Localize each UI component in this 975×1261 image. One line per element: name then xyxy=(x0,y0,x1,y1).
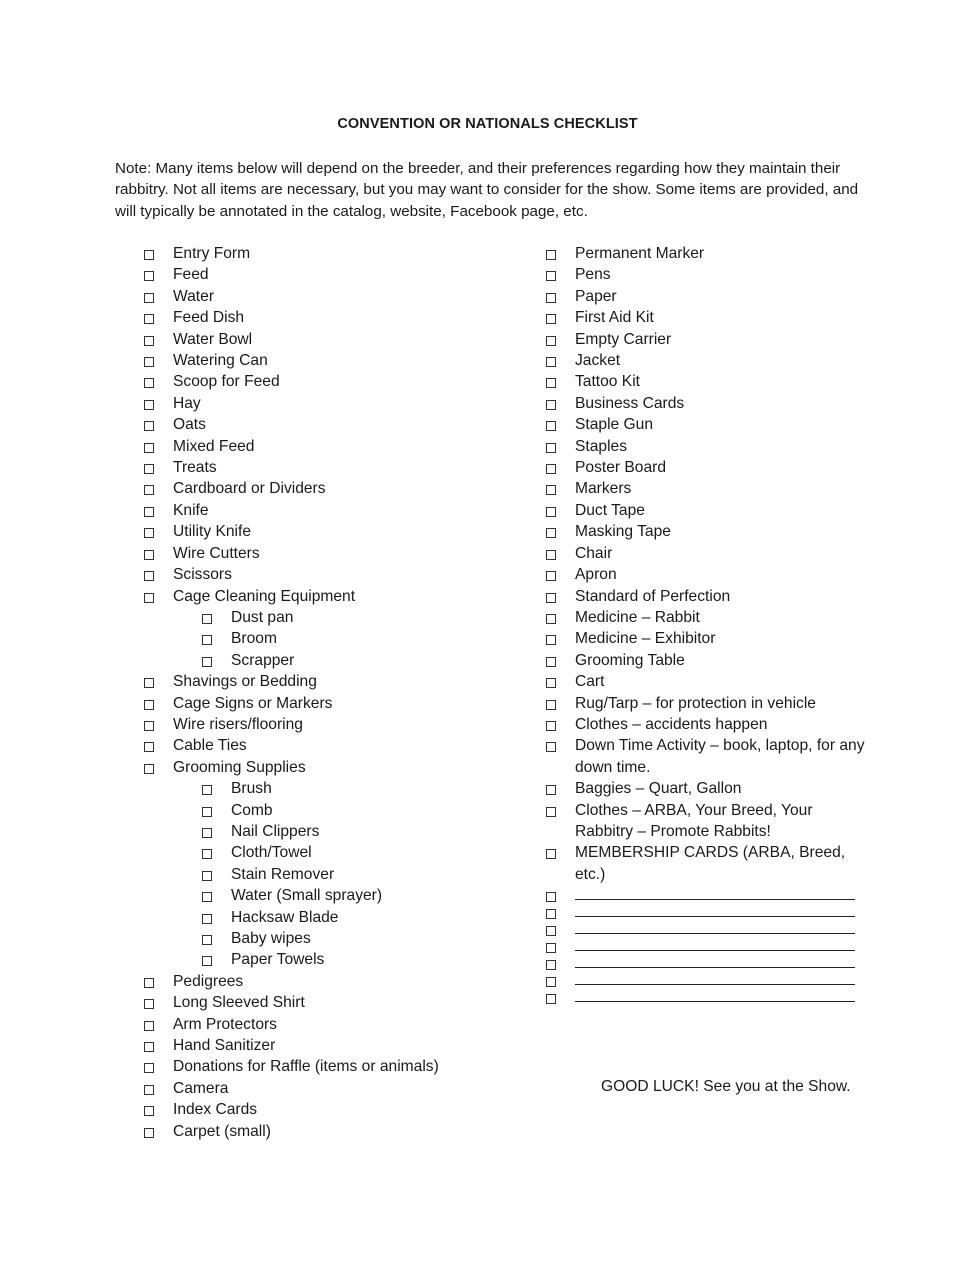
checkbox-icon[interactable] xyxy=(202,892,212,902)
checklist-item-label: Scissors xyxy=(173,566,232,584)
checklist-item xyxy=(143,735,513,756)
checklist-item xyxy=(143,350,513,371)
checkbox-icon[interactable] xyxy=(144,1085,154,1095)
checkbox-icon[interactable] xyxy=(546,614,556,624)
checkbox-icon[interactable] xyxy=(546,571,556,581)
checkbox-icon[interactable] xyxy=(144,550,154,560)
checklist-item-label: Medicine – Exhibitor xyxy=(575,630,716,648)
checklist-item-label: Carpet (small) xyxy=(173,1122,271,1140)
checklist-item xyxy=(143,543,513,564)
checklist-item xyxy=(545,671,865,692)
checklist-item xyxy=(143,971,513,992)
checklist-item xyxy=(545,500,865,521)
checklist-item-label: Staples xyxy=(575,437,628,455)
checklist-item-label: Water (Small sprayer) xyxy=(231,887,383,905)
checklist-item xyxy=(545,543,865,564)
checklist-item-label: Pedigrees xyxy=(173,972,244,990)
checkbox-icon[interactable] xyxy=(144,764,154,774)
checkbox-icon[interactable] xyxy=(546,742,556,752)
checkbox-icon[interactable] xyxy=(144,678,154,688)
checklist-item-label: Apron xyxy=(575,566,617,584)
checklist-item xyxy=(545,286,865,307)
checkbox-icon[interactable] xyxy=(546,357,556,367)
checkbox-icon[interactable] xyxy=(202,914,212,924)
checklist-item-label: Masking Tape xyxy=(575,523,671,541)
checklist-item-label: Broom xyxy=(231,630,277,648)
checkbox-icon[interactable] xyxy=(144,593,154,603)
checkbox-icon[interactable] xyxy=(144,400,154,410)
checkbox-icon[interactable] xyxy=(546,849,556,859)
checklist-item-label: Pens xyxy=(575,266,611,284)
checklist-item-label: Entry Form xyxy=(173,245,251,262)
checkbox-icon[interactable] xyxy=(144,978,154,988)
checkbox-icon[interactable] xyxy=(546,528,556,538)
write-in-line[interactable] xyxy=(575,987,855,1002)
checklist-item xyxy=(143,414,513,435)
checklist-item-label: Clothes – accidents happen xyxy=(575,715,768,733)
checklist-item xyxy=(143,564,513,585)
checklist-subitem xyxy=(143,607,513,628)
checkbox-icon[interactable] xyxy=(546,635,556,645)
checklist-item-label: Nail Clippers xyxy=(231,822,320,840)
checklist-item xyxy=(143,1056,513,1077)
checklist-item xyxy=(545,329,865,350)
checklist-item xyxy=(545,436,865,457)
checklist-item-label: Hand Sanitizer xyxy=(173,1037,276,1055)
checklist-item xyxy=(143,714,513,735)
checkbox-icon[interactable] xyxy=(546,994,556,1004)
checklist-item xyxy=(545,800,865,843)
page-title: CONVENTION OR NATIONALS CHECKLIST xyxy=(337,116,638,132)
checkbox-icon[interactable] xyxy=(546,550,556,560)
checkbox-icon[interactable] xyxy=(144,507,154,517)
checkbox-icon[interactable] xyxy=(546,926,556,936)
checklist-item-label: Watering Can xyxy=(173,352,268,370)
checkbox-icon[interactable] xyxy=(546,293,556,303)
checkbox-icon[interactable] xyxy=(144,742,154,752)
checkbox-icon[interactable] xyxy=(546,400,556,410)
checkbox-icon[interactable] xyxy=(144,528,154,538)
checklist-item xyxy=(545,478,865,499)
checklist-item-label: Cable Ties xyxy=(173,737,247,755)
checklist-item-label: MEMBERSHIP CARDS (ARBA, Breed, etc.) xyxy=(575,844,846,883)
checklist-item xyxy=(143,243,513,264)
checklist-item-label: Index Cards xyxy=(173,1101,258,1119)
checkbox-icon[interactable] xyxy=(144,700,154,710)
checkbox-icon[interactable] xyxy=(546,807,556,817)
checklist-item-label: Treats xyxy=(173,459,217,477)
checklist-item-label: Paper Towels xyxy=(231,951,325,969)
checklist-item-label: Feed xyxy=(173,266,209,284)
checkbox-icon[interactable] xyxy=(202,828,212,838)
checklist-item-label: Grooming Supplies xyxy=(173,758,306,776)
checklist-item xyxy=(545,735,865,778)
checklist-item-label: Water Bowl xyxy=(173,330,253,348)
checklist-subitem xyxy=(143,778,513,799)
checklist-item xyxy=(545,264,865,285)
checkbox-icon[interactable] xyxy=(546,943,556,953)
checklist-item xyxy=(143,478,513,499)
checklist-subitem xyxy=(143,885,513,906)
checklist-item xyxy=(143,264,513,285)
checklist-item-label: Knife xyxy=(173,501,209,519)
checklist-item xyxy=(545,521,865,542)
checkbox-icon[interactable] xyxy=(202,657,212,667)
checklist-item xyxy=(545,414,865,435)
checklist-subitem xyxy=(143,650,513,671)
checklist-item xyxy=(545,393,865,414)
checklist-subitem xyxy=(143,949,513,970)
checklist-item-label: Scrapper xyxy=(231,651,295,669)
checklist-item-label: Dust pan xyxy=(231,608,294,626)
checklist-item xyxy=(545,586,865,607)
checklist-item xyxy=(143,307,513,328)
checklist-item xyxy=(545,650,865,671)
checklist-item-label: Donations for Raffle (items or animals) xyxy=(173,1058,439,1076)
checkbox-icon[interactable] xyxy=(546,678,556,688)
checklist-item xyxy=(143,992,513,1013)
checklist-item-label: Empty Carrier xyxy=(575,330,672,348)
write-in-line[interactable] xyxy=(575,885,855,900)
checklist-item-label: Scoop for Feed xyxy=(173,373,280,391)
checkbox-icon[interactable] xyxy=(546,485,556,495)
checkbox-icon[interactable] xyxy=(144,443,154,453)
checklist-item-label: Clothes – ARBA, Your Breed, Your Rabbitry – Promote Rabbits! xyxy=(575,801,813,840)
checkbox-icon[interactable] xyxy=(144,271,154,281)
checkbox-icon[interactable] xyxy=(202,935,212,945)
checkbox-icon[interactable] xyxy=(144,357,154,367)
checklist-item-label: Utility Knife xyxy=(173,523,251,541)
checklist-item xyxy=(545,564,865,585)
write-in-line[interactable] xyxy=(575,919,855,934)
checklist-item xyxy=(143,1014,513,1035)
write-in-line[interactable] xyxy=(575,953,855,968)
checklist-item xyxy=(143,393,513,414)
checkbox-icon[interactable] xyxy=(202,807,212,817)
checkbox-icon[interactable] xyxy=(546,336,556,346)
checklist-item-label: Hacksaw Blade xyxy=(231,908,339,926)
checkbox-icon[interactable] xyxy=(144,485,154,495)
checkbox-icon[interactable] xyxy=(546,785,556,795)
checklist-item xyxy=(545,371,865,392)
checklist-subitem xyxy=(143,628,513,649)
checklist-item-label: Brush xyxy=(231,780,272,798)
checkbox-icon[interactable] xyxy=(546,721,556,731)
checklist-item xyxy=(143,1121,513,1142)
checkbox-icon[interactable] xyxy=(144,721,154,731)
checklist-item-label: First Aid Kit xyxy=(575,309,654,327)
checkbox-icon[interactable] xyxy=(546,507,556,517)
checkbox-icon[interactable] xyxy=(144,336,154,346)
checkbox-icon[interactable] xyxy=(546,909,556,919)
checklist-item xyxy=(545,307,865,328)
checklist-item-label: Cart xyxy=(575,673,605,691)
checklist-item xyxy=(143,1099,513,1120)
checkbox-icon[interactable] xyxy=(546,378,556,388)
write-in-line[interactable] xyxy=(575,936,855,951)
checkbox-icon[interactable] xyxy=(144,1042,154,1052)
blank-checklist-item xyxy=(545,936,865,953)
checklist-item-label: Mixed Feed xyxy=(173,437,255,455)
checkbox-icon[interactable] xyxy=(546,443,556,453)
checklist-subitem xyxy=(143,842,513,863)
checklist-item-label: Chair xyxy=(575,544,613,562)
checklist-item xyxy=(545,243,865,264)
checkbox-icon[interactable] xyxy=(202,635,212,645)
checklist-item xyxy=(143,1035,513,1056)
checkbox-icon[interactable] xyxy=(202,956,212,966)
checkbox-icon[interactable] xyxy=(546,250,556,260)
checklist-item xyxy=(143,500,513,521)
checklist-subitem xyxy=(143,907,513,928)
write-in-line[interactable] xyxy=(575,970,855,985)
checkbox-icon[interactable] xyxy=(144,250,154,260)
checklist-item xyxy=(143,1078,513,1099)
checkbox-icon[interactable] xyxy=(546,464,556,474)
checkbox-icon[interactable] xyxy=(202,614,212,624)
checklist-item xyxy=(545,714,865,735)
checklist-item-label: Grooming Table xyxy=(575,651,685,669)
checkbox-icon[interactable] xyxy=(144,571,154,581)
checklist-item xyxy=(545,778,865,799)
checkbox-icon[interactable] xyxy=(202,849,212,859)
checklist-item-label: Hay xyxy=(173,394,201,412)
checkbox-icon[interactable] xyxy=(546,593,556,603)
write-in-line[interactable] xyxy=(575,902,855,917)
checklist-item-label: Jacket xyxy=(575,352,621,370)
closing-message: GOOD LUCK! See you at the Show. xyxy=(601,1078,851,1095)
checklist-item-label: Comb xyxy=(231,801,273,819)
checklist-item xyxy=(545,350,865,371)
checklist-item-label: Arm Protectors xyxy=(173,1015,277,1033)
checkbox-icon[interactable] xyxy=(144,1063,154,1073)
checklist-item xyxy=(143,457,513,478)
checklist-item-label: Staple Gun xyxy=(575,416,654,434)
checklist-item-label: Long Sleeved Shirt xyxy=(173,994,305,1012)
checklist-right-column xyxy=(545,243,865,1004)
checklist-left-column xyxy=(143,243,513,1142)
note-paragraph: Note: Many items below will depend on the breeder, and their preferences regarding how they maintain their rabbitry. Not all items are necessary, but you may want to consider for the show. Some items are provided, and will typically be annotated in the catalog, website, Facebook page, etc. xyxy=(115,160,859,220)
checkbox-icon[interactable] xyxy=(546,271,556,281)
blank-checklist-item xyxy=(545,953,865,970)
checkbox-icon[interactable] xyxy=(546,892,556,902)
checklist-subitem xyxy=(143,800,513,821)
checklist-item xyxy=(143,693,513,714)
checklist-item-label: Down Time Activity – book, laptop, for any down time. xyxy=(575,737,865,776)
checklist-item xyxy=(545,457,865,478)
checkbox-icon[interactable] xyxy=(546,700,556,710)
blank-checklist-item xyxy=(545,987,865,1004)
checkbox-icon[interactable] xyxy=(144,378,154,388)
checklist-item-label: Poster Board xyxy=(575,459,667,477)
checklist-subitem xyxy=(143,928,513,949)
checklist-item-label: Medicine – Rabbit xyxy=(575,608,700,626)
checkbox-icon[interactable] xyxy=(546,960,556,970)
checklist-item-label: Markers xyxy=(575,480,632,498)
checkbox-icon[interactable] xyxy=(144,314,154,324)
checklist-item-label: Standard of Perfection xyxy=(575,587,731,605)
checklist-item-label: Cardboard or Dividers xyxy=(173,480,326,498)
checkbox-icon[interactable] xyxy=(546,314,556,324)
checklist-item-label: Cage Cleaning Equipment xyxy=(173,587,356,605)
checkbox-icon[interactable] xyxy=(144,1106,154,1116)
checklist-item xyxy=(143,286,513,307)
checklist-item xyxy=(545,628,865,649)
checklist-item-label: Rug/Tarp – for protection in vehicle xyxy=(575,694,816,712)
checklist-item-label: Paper xyxy=(575,287,617,305)
checklist-item-label: Feed Dish xyxy=(173,309,245,327)
blank-checklist-item xyxy=(545,885,865,902)
checklist-item xyxy=(143,586,513,607)
blank-checklist-item xyxy=(545,970,865,987)
checklist-item-label: Water xyxy=(173,287,215,305)
checkbox-icon[interactable] xyxy=(144,421,154,431)
checklist-subitem xyxy=(143,864,513,885)
checklist-item-label: Cage Signs or Markers xyxy=(173,694,333,712)
checkbox-icon[interactable] xyxy=(144,1128,154,1138)
checklist-item-label: Camera xyxy=(173,1079,229,1097)
checkbox-icon[interactable] xyxy=(144,293,154,303)
checklist-item-label: Tattoo Kit xyxy=(575,373,641,391)
checklist-item xyxy=(143,436,513,457)
blank-checklist-item xyxy=(545,902,865,919)
checklist-item-label: Baggies – Quart, Gallon xyxy=(575,780,742,798)
checklist-item-label: Duct Tape xyxy=(575,501,645,519)
checkbox-icon[interactable] xyxy=(202,785,212,795)
checkbox-icon[interactable] xyxy=(546,977,556,987)
checkbox-icon[interactable] xyxy=(546,421,556,431)
checklist-item-label: Business Cards xyxy=(575,394,685,412)
checkbox-icon[interactable] xyxy=(144,1021,154,1031)
checklist-item-label: Cloth/Towel xyxy=(231,844,312,862)
checklist-item xyxy=(143,671,513,692)
checklist-item xyxy=(143,329,513,350)
checklist-item-label: Oats xyxy=(173,416,206,434)
checkbox-icon[interactable] xyxy=(144,999,154,1009)
checkbox-icon[interactable] xyxy=(144,464,154,474)
checkbox-icon[interactable] xyxy=(202,871,212,881)
checklist-item xyxy=(143,521,513,542)
checklist-item-label: Stain Remover xyxy=(231,865,335,883)
checkbox-icon[interactable] xyxy=(546,657,556,667)
checklist-item xyxy=(143,371,513,392)
checklist-item-label: Wire risers/flooring xyxy=(173,715,303,733)
checklist-item xyxy=(143,757,513,778)
checklist-item-label: Baby wipes xyxy=(231,930,311,947)
blank-checklist-item xyxy=(545,919,865,936)
checklist-subitem xyxy=(143,821,513,842)
checklist-item xyxy=(545,607,865,628)
checklist-item xyxy=(545,693,865,714)
checklist-item-label: Shavings or Bedding xyxy=(173,673,317,691)
checklist-item-label: Wire Cutters xyxy=(173,544,260,562)
checklist-item xyxy=(545,842,865,885)
checklist-item-label: Permanent Marker xyxy=(575,245,705,262)
